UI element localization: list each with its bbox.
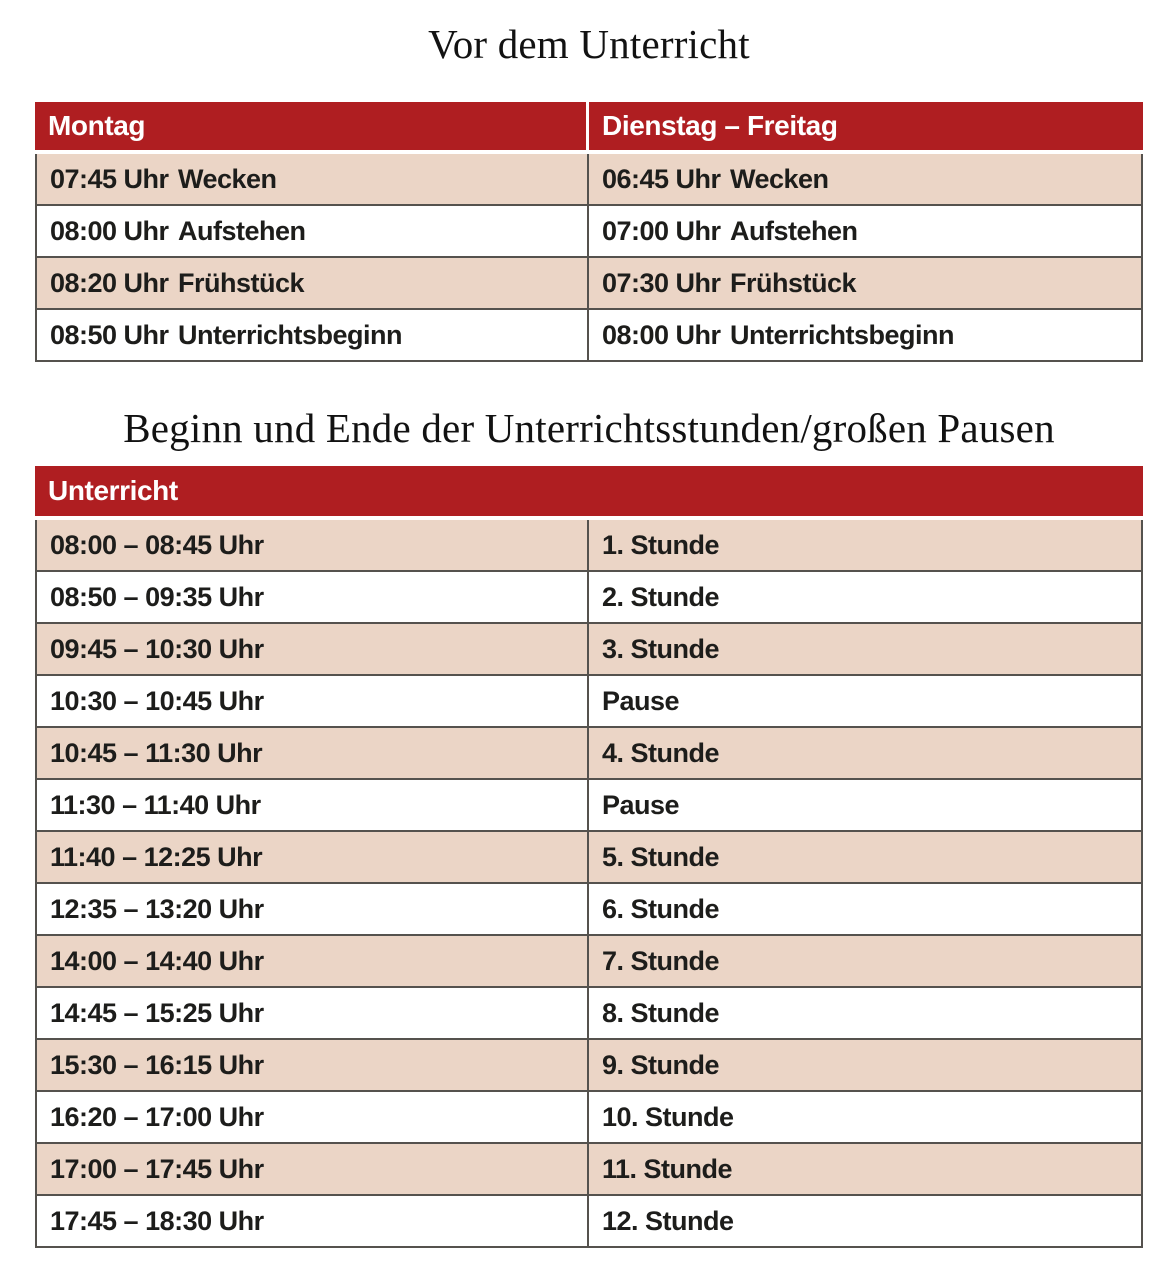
time-value: 08:20 Uhr [50,267,169,298]
lesson-label: 1. Stunde [602,529,720,560]
lesson-label: 11. Stunde [602,1153,733,1184]
table-body [35,154,1143,362]
table-header-row [35,466,1143,516]
activity-label: Unterrichtsbeginn [730,319,955,350]
time-value: 07:00 Uhr [602,215,721,246]
cell-lesson-label [589,988,1141,1038]
table-row [37,308,1141,360]
table-row [37,204,1141,256]
table-row [37,726,1141,778]
activity-label: Wecken [178,163,277,194]
column-header-dienstag-freitag: Dienstag – Freitag [602,110,838,141]
cell-lesson-label [589,884,1141,934]
table-header-row [35,102,1143,150]
time-range-value: 14:45 – 15:25 Uhr [50,997,264,1028]
lesson-label: 2. Stunde [602,581,720,612]
time-range-value: 08:00 – 08:45 Uhr [50,529,264,560]
cell-montag [37,206,589,256]
table-row [37,674,1141,726]
cell-dienstag-freitag [589,154,1141,204]
lesson-label: 9. Stunde [602,1049,720,1080]
cell-time-range [37,676,589,726]
time-range-value: 14:00 – 14:40 Uhr [50,945,264,976]
cell-time-range [37,624,589,674]
time-range-value: 17:00 – 17:45 Uhr [50,1153,264,1184]
column-header-unterricht: Unterricht [48,475,178,506]
time-value: 08:50 Uhr [50,319,169,350]
lesson-label: 7. Stunde [602,945,720,976]
lesson-label: 8. Stunde [602,997,720,1028]
activity-label: Wecken [730,163,829,194]
table-row [37,520,1141,570]
lesson-label: 10. Stunde [602,1101,734,1132]
cell-time-range [37,936,589,986]
time-range-value: 16:20 – 17:00 Uhr [50,1101,264,1132]
cell-time-range [37,1092,589,1142]
cell-time-range [37,988,589,1038]
table-row [37,882,1141,934]
table-unterricht [35,466,1143,1248]
cell-montag [37,154,589,204]
cell-dienstag-freitag [589,206,1141,256]
cell-dienstag-freitag [589,258,1141,308]
time-range-value: 17:45 – 18:30 Uhr [50,1205,264,1236]
cell-montag [37,310,589,360]
activity-label: Aufstehen [730,215,858,246]
table-vor-dem-unterricht [35,102,1143,362]
lesson-label: Pause [602,685,680,716]
cell-time-range [37,1196,589,1246]
cell-lesson-label [589,676,1141,726]
lesson-label: 5. Stunde [602,841,720,872]
cell-lesson-label [589,936,1141,986]
activity-label: Aufstehen [178,215,306,246]
table-row [37,1090,1141,1142]
section-title-unterrichtsstunden: Beginn und Ende der Unterrichtsstunden/großen Pausen [123,405,1055,451]
cell-time-range [37,572,589,622]
table-row [37,154,1141,204]
activity-label: Frühstück [178,267,305,298]
cell-montag [37,258,589,308]
cell-lesson-label [589,1092,1141,1142]
activity-label: Unterrichtsbeginn [178,319,403,350]
cell-lesson-label [589,1040,1141,1090]
table-row [37,256,1141,308]
cell-lesson-label [589,728,1141,778]
cell-lesson-label [589,520,1141,570]
cell-time-range [37,520,589,570]
time-value: 07:45 Uhr [50,163,169,194]
cell-time-range [37,884,589,934]
time-range-value: 15:30 – 16:15 Uhr [50,1049,264,1080]
lesson-label: 6. Stunde [602,893,720,924]
lesson-label: 4. Stunde [602,737,720,768]
lesson-label: Pause [602,789,680,820]
table-row [37,934,1141,986]
cell-lesson-label [589,572,1141,622]
time-range-value: 11:30 – 11:40 Uhr [50,789,261,820]
time-range-value: 09:45 – 10:30 Uhr [50,633,264,664]
cell-time-range [37,780,589,830]
cell-lesson-label [589,624,1141,674]
section-title-vor-dem-unterricht: Vor dem Unterricht [428,21,750,67]
time-range-value: 08:50 – 09:35 Uhr [50,581,264,612]
table-row [37,778,1141,830]
table-row [37,1142,1141,1194]
lesson-label: 3. Stunde [602,633,720,664]
time-range-value: 11:40 – 12:25 Uhr [50,841,263,872]
time-value: 08:00 Uhr [50,215,169,246]
time-value: 07:30 Uhr [602,267,721,298]
time-range-value: 10:30 – 10:45 Uhr [50,685,264,716]
table-body [35,520,1143,1248]
table-row [37,830,1141,882]
table-row [37,570,1141,622]
table-row [37,986,1141,1038]
cell-lesson-label [589,832,1141,882]
time-value: 06:45 Uhr [602,163,721,194]
table-row [37,622,1141,674]
cell-lesson-label [589,1196,1141,1246]
column-header-montag: Montag [35,102,589,150]
lesson-label: 12. Stunde [602,1205,734,1236]
cell-time-range [37,728,589,778]
activity-label: Frühstück [730,267,857,298]
cell-time-range [37,1144,589,1194]
time-range-value: 12:35 – 13:20 Uhr [50,893,264,924]
cell-time-range [37,1040,589,1090]
table-row [37,1194,1141,1246]
cell-lesson-label [589,780,1141,830]
time-range-value: 10:45 – 11:30 Uhr [50,737,263,768]
cell-dienstag-freitag [589,310,1141,360]
table-row [37,1038,1141,1090]
cell-time-range [37,832,589,882]
time-value: 08:00 Uhr [602,319,721,350]
cell-lesson-label [589,1144,1141,1194]
